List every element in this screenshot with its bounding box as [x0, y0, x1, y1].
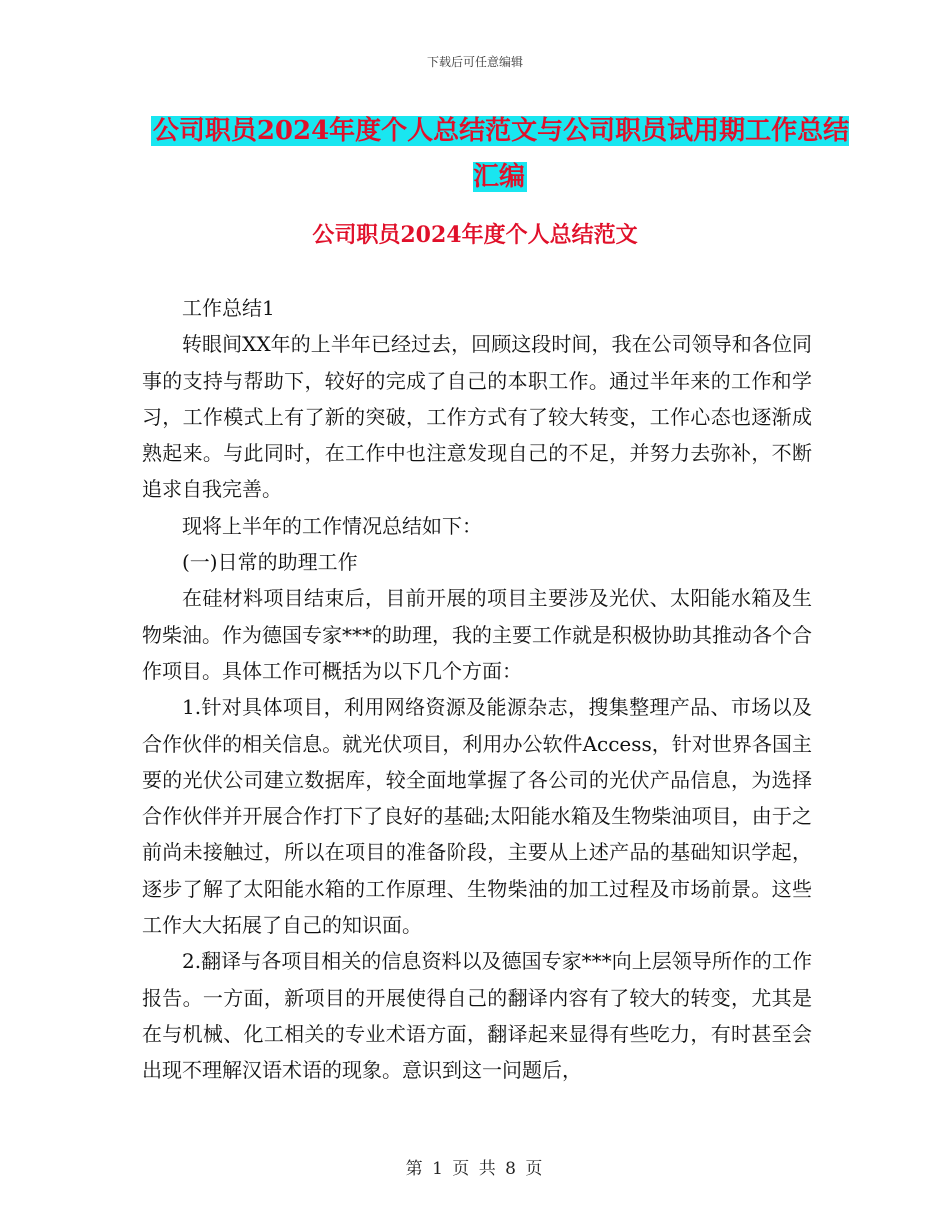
section-title: 公司职员2024年度个人总结范文 — [312, 222, 638, 248]
paragraph: 在硅材料项目结束后，目前开展的项目主要涉及光伏、太阳能水箱及生物柴油。作为德国专家***的助理，我的主要工作就是积极协助其推动各个合作项目。具体工作可概括为以下几个方面： — [142, 586, 812, 683]
document-body — [142, 290, 812, 1089]
paragraph: 现将上半年的工作情况总结如下： — [182, 513, 482, 538]
paragraph: 转眼间XX年的上半年已经过去，回顾这段时间，我在公司领导和各位同事的支持与帮助下，较好的完成了自己的本职工作。通过半年来的工作和学习，工作模式上有了新的突破，工作方式有了较大转变，工作心态也逐渐成熟起来。与此同时，在工作中也注意发现自己的不足，并努力去弥补，不断追求自我完善。 — [142, 332, 812, 502]
paragraph: 1.针对具体项目，利用网络资源及能源杂志，搜集整理产品、市场以及合作伙伴的相关信息。就光伏项目，利用办公软件Access，针对世界各国主要的光伏公司建立数据库，较全面地掌握了各公司的光伏产品信息，为选择合作伙伴并开展合作打下了良好的基础;太阳能水箱及生物柴油项目，由于之前尚未接触过，所以在项目的准备阶段，主要从上述产品的基础知识学起，逐步了解了太阳能水箱的工作原理、生物柴油的加工过程及市场前景。这些工作大大拓展了自己的知识面。 — [142, 695, 812, 938]
paragraph: 2.翻译与各项目相关的信息资料以及德国专家***向上层领导所作的工作报告。一方面，新项目的开展使得自己的翻译内容有了较大的转变，尤其是在与机械、化工相关的专业术语方面，翻译起来显得有些吃力，有时甚至会出现不理解汉语术语的现象。意识到这一问题后， — [142, 949, 812, 1083]
document-title — [140, 108, 860, 200]
document-title-text: 公司职员2024年度个人总结范文与公司职员试用期工作总结汇编 — [152, 116, 850, 192]
paragraph: (一)日常的助理工作 — [182, 550, 358, 575]
paragraph: 工作总结1 — [182, 296, 275, 320]
page-footer: 第 1 页 共 8 页 — [405, 1159, 545, 1179]
header-note: 下载后可任意编辑 — [426, 55, 523, 69]
